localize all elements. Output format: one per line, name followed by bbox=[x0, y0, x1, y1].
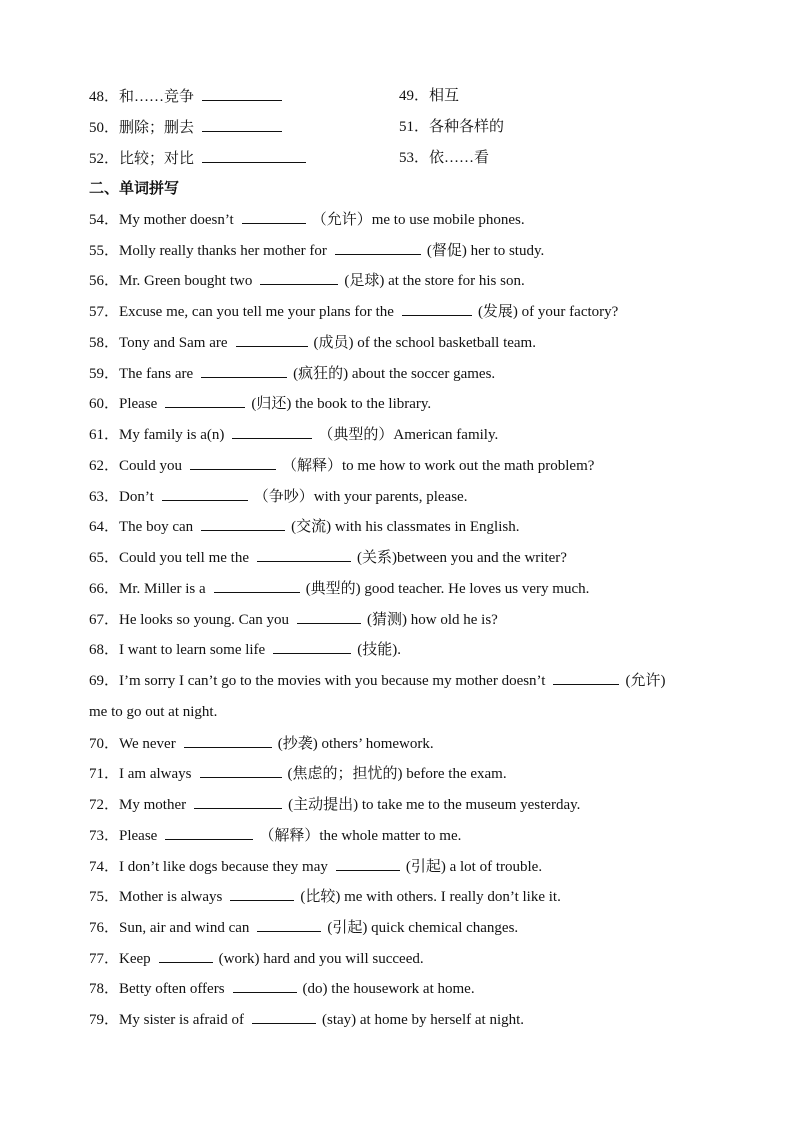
item-sentence-start: Don’t bbox=[119, 489, 154, 505]
answer-blank[interactable] bbox=[194, 794, 282, 809]
item-text: 相互 bbox=[429, 88, 460, 104]
spelling-item-60 bbox=[89, 393, 431, 414]
spelling-item-66 bbox=[89, 578, 589, 599]
answer-blank[interactable] bbox=[242, 209, 306, 224]
spelling-item-57 bbox=[89, 301, 618, 322]
item-number: 58． bbox=[89, 335, 120, 351]
answer-blank[interactable] bbox=[159, 948, 213, 963]
item-sentence-start: Please bbox=[119, 396, 158, 412]
answer-blank[interactable] bbox=[230, 886, 294, 901]
item-sentence-end: (成员) of the school basketball team. bbox=[313, 335, 536, 351]
answer-blank[interactable] bbox=[184, 733, 272, 748]
item-number: 79． bbox=[89, 1012, 120, 1028]
item-sentence-start: I’m sorry I can’t go to the movies with you because my mother doesn’t bbox=[119, 673, 546, 689]
spelling-item-62 bbox=[89, 455, 594, 476]
item-number: 72． bbox=[89, 797, 120, 813]
answer-blank[interactable] bbox=[162, 486, 248, 501]
item-number: 74． bbox=[89, 859, 120, 875]
spelling-item-56 bbox=[89, 270, 525, 291]
vocab-item-51 bbox=[399, 117, 504, 137]
item-number: 60． bbox=[89, 396, 120, 412]
item-sentence-start: Excuse me, can you tell me your plans for the bbox=[119, 304, 394, 320]
answer-blank[interactable] bbox=[260, 270, 338, 285]
item-text: 依……看 bbox=[429, 150, 490, 166]
answer-blank[interactable] bbox=[273, 639, 351, 654]
item-number: 65． bbox=[89, 550, 120, 566]
item-number: 75． bbox=[89, 889, 120, 905]
item-sentence-end: (猜测) how old he is? bbox=[367, 612, 498, 628]
item-sentence-start: Mr. Green bought two bbox=[119, 273, 253, 289]
spelling-item-55 bbox=[89, 240, 544, 261]
item-number: 62． bbox=[89, 458, 120, 474]
item-sentence-end: （典型的）American family. bbox=[318, 427, 499, 443]
item-text: 各种各样的 bbox=[429, 119, 505, 135]
item-number: 51． bbox=[399, 119, 430, 135]
vocab-item-52 bbox=[89, 148, 310, 169]
item-sentence-end: (work) hard and you will succeed. bbox=[218, 951, 424, 967]
item-sentence-start: We never bbox=[119, 736, 176, 752]
answer-blank[interactable] bbox=[257, 547, 351, 562]
item-number: 49． bbox=[399, 88, 430, 104]
item-number: 50． bbox=[89, 120, 120, 136]
item-sentence-end: (督促) her to study. bbox=[426, 243, 545, 259]
item-sentence-end: (发展) of your factory? bbox=[477, 304, 619, 320]
spelling-item-73 bbox=[89, 825, 461, 846]
item-sentence-start: I don’t like dogs because they may bbox=[119, 859, 328, 875]
item-number: 78． bbox=[89, 981, 120, 997]
item-sentence-end: (典型的) good teacher. He loves us very much. bbox=[305, 581, 590, 597]
spelling-item-70 bbox=[89, 733, 434, 754]
item-sentence-start: Keep bbox=[119, 951, 151, 967]
spelling-item-78 bbox=[89, 978, 475, 999]
answer-blank[interactable] bbox=[232, 424, 312, 439]
item-sentence-end: (引起) a lot of trouble. bbox=[405, 859, 543, 875]
item-sentence-end: (抄袭) others’ homework. bbox=[277, 736, 434, 752]
answer-blank[interactable] bbox=[297, 609, 361, 624]
item-sentence-end: (do) the housework at home. bbox=[302, 981, 475, 997]
spelling-item-75 bbox=[89, 886, 561, 907]
item-number: 53． bbox=[399, 150, 430, 166]
spelling-item-77 bbox=[89, 948, 424, 969]
item-sentence-end: (疯狂的) about the soccer games. bbox=[293, 366, 496, 382]
answer-blank[interactable] bbox=[202, 117, 282, 132]
answer-blank[interactable] bbox=[553, 670, 619, 685]
item-sentence-start: Mr. Miller is a bbox=[119, 581, 206, 597]
item-sentence-start: Mother is always bbox=[119, 889, 223, 905]
item-sentence-end: (主动提出) to take me to the museum yesterday. bbox=[288, 797, 581, 813]
answer-blank[interactable] bbox=[236, 332, 308, 347]
answer-blank[interactable] bbox=[233, 978, 297, 993]
spelling-item-59 bbox=[89, 363, 495, 384]
item-sentence-end: (stay) at home by herself at night. bbox=[322, 1012, 525, 1028]
spelling-item-79 bbox=[89, 1009, 524, 1030]
item-number: 54． bbox=[89, 212, 120, 228]
item-sentence-end: (归还) the book to the library. bbox=[251, 396, 432, 412]
spelling-item-61 bbox=[89, 424, 498, 445]
item-sentence-start: The fans are bbox=[119, 366, 194, 382]
item-sentence-end: (技能). bbox=[357, 642, 401, 658]
item-number: 61． bbox=[89, 427, 120, 443]
answer-blank[interactable] bbox=[201, 516, 285, 531]
spelling-item-58 bbox=[89, 332, 536, 353]
vocab-item-49 bbox=[399, 86, 459, 106]
item-text: 比较；对比 bbox=[119, 151, 195, 167]
item-sentence-start: He looks so young. Can you bbox=[119, 612, 290, 628]
item-number: 63． bbox=[89, 489, 120, 505]
item-sentence-start: The boy can bbox=[119, 519, 194, 535]
item-number: 73． bbox=[89, 828, 120, 844]
item-number: 55． bbox=[89, 243, 120, 259]
item-number: 77． bbox=[89, 951, 120, 967]
item-number: 64． bbox=[89, 519, 120, 535]
answer-blank[interactable] bbox=[202, 86, 282, 101]
item-sentence-end: (引起) quick chemical changes. bbox=[327, 920, 519, 936]
item-sentence-end: （解释）to me how to work out the math problem? bbox=[281, 458, 595, 474]
answer-blank[interactable] bbox=[257, 917, 321, 932]
answer-blank[interactable] bbox=[165, 825, 253, 840]
item-number: 59． bbox=[89, 366, 120, 382]
item-sentence-start: Molly really thanks her mother for bbox=[119, 243, 327, 259]
answer-blank[interactable] bbox=[202, 148, 306, 163]
item-sentence-start: My family is a(n) bbox=[119, 427, 225, 443]
item-number: 57． bbox=[89, 304, 120, 320]
spelling-item-67 bbox=[89, 609, 498, 630]
answer-blank[interactable] bbox=[165, 393, 245, 408]
answer-blank[interactable] bbox=[402, 301, 472, 316]
spelling-item-65 bbox=[89, 547, 567, 568]
answer-blank[interactable] bbox=[214, 578, 300, 593]
answer-blank[interactable] bbox=[200, 763, 282, 778]
item-sentence-start: Please bbox=[119, 828, 158, 844]
item-number: 71． bbox=[89, 766, 120, 782]
item-sentence-end: (足球) at the store for his son. bbox=[344, 273, 525, 289]
spelling-item-69 bbox=[89, 670, 665, 691]
item-sentence-end: (关系)between you and the writer? bbox=[357, 550, 567, 566]
item-sentence-end: (焦虑的；担忧的) before the exam. bbox=[287, 766, 507, 782]
item-number: 68． bbox=[89, 642, 120, 658]
spelling-item-64 bbox=[89, 516, 519, 537]
item-number: 76． bbox=[89, 920, 120, 936]
item-number: 52． bbox=[89, 151, 120, 167]
item-sentence-start: Betty often offers bbox=[119, 981, 225, 997]
vocab-item-50 bbox=[89, 117, 286, 138]
spelling-item-68 bbox=[89, 639, 401, 660]
item-number: 69． bbox=[89, 673, 120, 689]
answer-blank[interactable] bbox=[252, 1009, 316, 1024]
item-sentence-end: (交流) with his classmates in English. bbox=[291, 519, 520, 535]
item-sentence-end: (允许) bbox=[625, 673, 666, 689]
answer-blank[interactable] bbox=[336, 856, 400, 871]
item-sentence-start: My mother bbox=[119, 797, 187, 813]
item-sentence-start: I am always bbox=[119, 766, 192, 782]
item-sentence-start: I want to learn some life bbox=[119, 642, 266, 658]
item-number: 67． bbox=[89, 612, 120, 628]
vocab-item-53 bbox=[399, 148, 489, 168]
spelling-item-74 bbox=[89, 856, 542, 877]
item-sentence-start: My mother doesn’t bbox=[119, 212, 234, 228]
answer-blank[interactable] bbox=[201, 363, 287, 378]
item-sentence-end: (比较) me with others. I really don’t like it. bbox=[300, 889, 561, 905]
item-number: 66． bbox=[89, 581, 120, 597]
answer-blank[interactable] bbox=[335, 240, 421, 255]
spelling-item-54 bbox=[89, 209, 525, 230]
spelling-item-71 bbox=[89, 763, 507, 784]
section-title: 二、单词拼写 bbox=[89, 179, 180, 197]
item-number: 48． bbox=[89, 89, 120, 105]
vocab-item-48 bbox=[89, 86, 286, 107]
item-number: 56． bbox=[89, 273, 120, 289]
item-sentence-start: Could you bbox=[119, 458, 182, 474]
item-sentence-start: Could you tell me the bbox=[119, 550, 249, 566]
item-text: 和……竞争 bbox=[119, 89, 195, 105]
item-sentence-start: My sister is afraid of bbox=[119, 1012, 244, 1028]
answer-blank[interactable] bbox=[190, 455, 276, 470]
spelling-item-63 bbox=[89, 486, 467, 507]
item-continuation: me to go out at night. bbox=[89, 704, 218, 720]
item-sentence-start: Sun, air and wind can bbox=[119, 920, 250, 936]
item-text: 删除；删去 bbox=[119, 120, 195, 136]
item-sentence-end: （争吵）with your parents, please. bbox=[253, 489, 468, 505]
item-number: 70． bbox=[89, 736, 120, 752]
item-sentence-end: （允许）me to use mobile phones. bbox=[311, 212, 525, 228]
item-sentence-end: （解释）the whole matter to me. bbox=[259, 828, 462, 844]
item-sentence-start: Tony and Sam are bbox=[119, 335, 228, 351]
spelling-item-72 bbox=[89, 794, 580, 815]
spelling-item-76 bbox=[89, 917, 518, 938]
